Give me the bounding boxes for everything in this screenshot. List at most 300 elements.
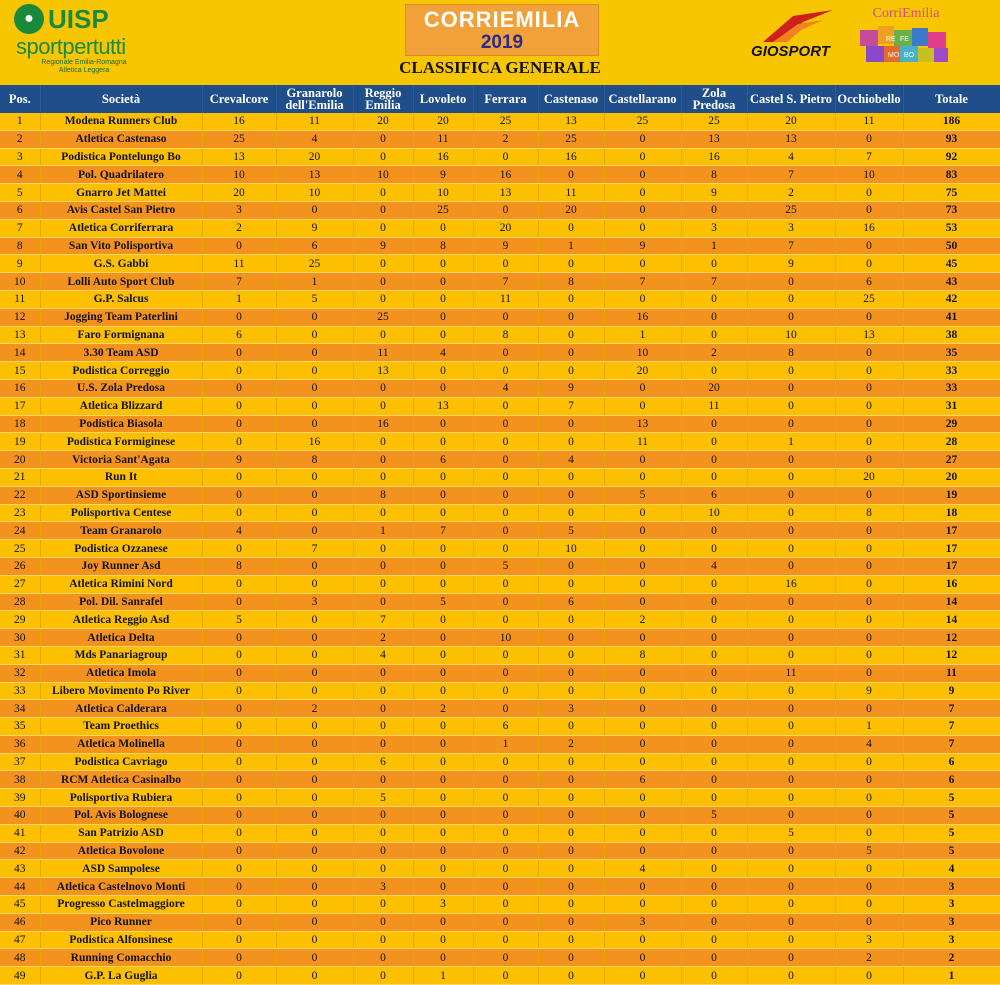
- cell-occhiobello: 0: [835, 362, 903, 380]
- cell-castenaso: 0: [538, 433, 604, 451]
- cell-totale: 28: [903, 433, 1000, 451]
- cell-totale: 35: [903, 344, 1000, 362]
- cell-reggio-emilia: 0: [353, 807, 413, 825]
- cell-lovoleto: 0: [413, 290, 473, 308]
- cell-societa: Joy Runner Asd: [40, 557, 202, 575]
- column-header-ferrara: Ferrara: [473, 85, 538, 113]
- cell-castellarano: 7: [604, 273, 681, 291]
- cell-totale: 31: [903, 397, 1000, 415]
- cell-lovoleto: 0: [413, 878, 473, 896]
- cell-ferrara: 0: [473, 468, 538, 486]
- cell-occhiobello: 1: [835, 718, 903, 736]
- cell-zola-predosa: 10: [681, 504, 747, 522]
- cell-crevalcore: 0: [202, 433, 276, 451]
- cell-reggio-emilia: 6: [353, 753, 413, 771]
- cell-pos: 11: [0, 290, 40, 308]
- cell-castenaso: 0: [538, 219, 604, 237]
- cell-castenaso: 0: [538, 166, 604, 184]
- cell-castellarano: 0: [604, 949, 681, 967]
- cell-societa: Podistica Correggio: [40, 362, 202, 380]
- cell-ferrara: 0: [473, 540, 538, 558]
- cell-lovoleto: 0: [413, 255, 473, 273]
- cell-pos: 28: [0, 593, 40, 611]
- cell-ferrara: 0: [473, 575, 538, 593]
- cell-zola-predosa: 0: [681, 255, 747, 273]
- table-row: [0, 824, 1000, 842]
- cell-castel-s-pietro: 0: [747, 451, 835, 469]
- column-header-lovoleto: Lovoleto: [413, 85, 473, 113]
- cell-castenaso: 9: [538, 379, 604, 397]
- cell-pos: 39: [0, 789, 40, 807]
- table-row: [0, 878, 1000, 896]
- cell-granarolo: 0: [276, 379, 353, 397]
- cell-castel-s-pietro: 0: [747, 362, 835, 380]
- cell-occhiobello: 0: [835, 807, 903, 825]
- cell-castellarano: 0: [604, 504, 681, 522]
- cell-occhiobello: 4: [835, 735, 903, 753]
- cell-zola-predosa: 9: [681, 184, 747, 202]
- cell-societa: Atletica Calderara: [40, 700, 202, 718]
- cell-reggio-emilia: 0: [353, 219, 413, 237]
- cell-crevalcore: 0: [202, 308, 276, 326]
- cell-occhiobello: 11: [835, 113, 903, 130]
- table-row: [0, 451, 1000, 469]
- cell-lovoleto: 5: [413, 593, 473, 611]
- cell-occhiobello: 0: [835, 522, 903, 540]
- cell-lovoleto: 25: [413, 201, 473, 219]
- cell-ferrara: 0: [473, 842, 538, 860]
- cell-lovoleto: 0: [413, 789, 473, 807]
- region-squares-icon: [860, 26, 952, 64]
- table-row: [0, 540, 1000, 558]
- cell-occhiobello: 0: [835, 344, 903, 362]
- cell-castellarano: 0: [604, 557, 681, 575]
- cell-crevalcore: 0: [202, 700, 276, 718]
- cell-crevalcore: 0: [202, 379, 276, 397]
- cell-castenaso: 6: [538, 593, 604, 611]
- table-row: [0, 593, 1000, 611]
- cell-pos: 6: [0, 201, 40, 219]
- cell-pos: 49: [0, 967, 40, 985]
- cell-granarolo: 0: [276, 522, 353, 540]
- cell-totale: 7: [903, 735, 1000, 753]
- cell-granarolo: 0: [276, 824, 353, 842]
- cell-zola-predosa: 0: [681, 308, 747, 326]
- table-row: [0, 397, 1000, 415]
- cell-societa: ASD Sportinsieme: [40, 486, 202, 504]
- cell-occhiobello: 0: [835, 913, 903, 931]
- cell-castellarano: 0: [604, 700, 681, 718]
- cell-castellarano: 0: [604, 753, 681, 771]
- uisp-emblem-icon: ●: [14, 4, 44, 34]
- cell-lovoleto: 0: [413, 824, 473, 842]
- cell-totale: 11: [903, 664, 1000, 682]
- table-row: [0, 326, 1000, 344]
- cell-zola-predosa: 0: [681, 522, 747, 540]
- cell-castel-s-pietro: 0: [747, 949, 835, 967]
- cell-granarolo: 0: [276, 397, 353, 415]
- table-row: [0, 949, 1000, 967]
- table-row: [0, 344, 1000, 362]
- cell-castel-s-pietro: 0: [747, 700, 835, 718]
- cell-ferrara: 4: [473, 379, 538, 397]
- cell-pos: 22: [0, 486, 40, 504]
- cell-zola-predosa: 13: [681, 130, 747, 148]
- cell-zola-predosa: 0: [681, 860, 747, 878]
- cell-zola-predosa: 0: [681, 913, 747, 931]
- cell-ferrara: 7: [473, 273, 538, 291]
- cell-castellarano: 6: [604, 771, 681, 789]
- cell-reggio-emilia: 0: [353, 842, 413, 860]
- cell-occhiobello: 6: [835, 273, 903, 291]
- cell-pos: 32: [0, 664, 40, 682]
- cell-crevalcore: 7: [202, 273, 276, 291]
- cell-castellarano: 0: [604, 842, 681, 860]
- cell-ferrara: 0: [473, 344, 538, 362]
- cell-zola-predosa: 0: [681, 326, 747, 344]
- table-row: [0, 308, 1000, 326]
- cell-reggio-emilia: 0: [353, 290, 413, 308]
- cell-castellarano: 1: [604, 326, 681, 344]
- cell-castel-s-pietro: 0: [747, 540, 835, 558]
- cell-zola-predosa: 7: [681, 273, 747, 291]
- table-row: [0, 290, 1000, 308]
- cell-castel-s-pietro: 5: [747, 824, 835, 842]
- cell-zola-predosa: 0: [681, 949, 747, 967]
- cell-occhiobello: 9: [835, 682, 903, 700]
- uisp-tagline: sportpertutti: [16, 34, 126, 59]
- cell-castenaso: 0: [538, 789, 604, 807]
- cell-pos: 33: [0, 682, 40, 700]
- cell-granarolo: 0: [276, 878, 353, 896]
- cell-occhiobello: 0: [835, 664, 903, 682]
- cell-crevalcore: 0: [202, 807, 276, 825]
- uisp-section: Atletica Leggera: [58, 67, 110, 74]
- cell-castenaso: 0: [538, 718, 604, 736]
- cell-castenaso: 3: [538, 700, 604, 718]
- cell-ferrara: 16: [473, 166, 538, 184]
- cell-reggio-emilia: 10: [353, 166, 413, 184]
- cell-societa: Run It: [40, 468, 202, 486]
- cell-zola-predosa: 0: [681, 718, 747, 736]
- cell-castellarano: 13: [604, 415, 681, 433]
- table-row: [0, 148, 1000, 166]
- cell-totale: 1: [903, 967, 1000, 985]
- cell-ferrara: 0: [473, 451, 538, 469]
- cell-zola-predosa: 0: [681, 753, 747, 771]
- cell-societa: Pol. Dil. Sanrafel: [40, 593, 202, 611]
- cell-societa: Pol. Avis Bolognese: [40, 807, 202, 825]
- table-row: [0, 664, 1000, 682]
- cell-lovoleto: 0: [413, 753, 473, 771]
- column-header-societa: Società: [40, 85, 202, 113]
- cell-reggio-emilia: 2: [353, 629, 413, 647]
- cell-castellarano: 0: [604, 682, 681, 700]
- cell-occhiobello: 8: [835, 504, 903, 522]
- cell-castenaso: 25: [538, 130, 604, 148]
- cell-zola-predosa: 0: [681, 362, 747, 380]
- cell-reggio-emilia: 5: [353, 789, 413, 807]
- cell-societa: Pico Runner: [40, 913, 202, 931]
- cell-pos: 46: [0, 913, 40, 931]
- cell-crevalcore: 0: [202, 771, 276, 789]
- table-row: [0, 415, 1000, 433]
- cell-reggio-emilia: 0: [353, 735, 413, 753]
- cell-castenaso: 0: [538, 931, 604, 949]
- cell-granarolo: 4: [276, 130, 353, 148]
- table-row: [0, 362, 1000, 380]
- cell-granarolo: 0: [276, 201, 353, 219]
- cell-zola-predosa: 0: [681, 931, 747, 949]
- cell-granarolo: 1: [276, 273, 353, 291]
- cell-occhiobello: 0: [835, 646, 903, 664]
- cell-castellarano: 0: [604, 878, 681, 896]
- cell-castenaso: 13: [538, 113, 604, 130]
- cell-granarolo: 9: [276, 219, 353, 237]
- cell-totale: 17: [903, 522, 1000, 540]
- cell-societa: Avis Castel San Pietro: [40, 201, 202, 219]
- cell-castellarano: 0: [604, 735, 681, 753]
- cell-granarolo: 0: [276, 735, 353, 753]
- cell-granarolo: 20: [276, 148, 353, 166]
- cell-castellarano: 11: [604, 433, 681, 451]
- cell-pos: 5: [0, 184, 40, 202]
- cell-castellarano: 0: [604, 789, 681, 807]
- cell-zola-predosa: 0: [681, 451, 747, 469]
- cell-reggio-emilia: 0: [353, 718, 413, 736]
- cell-societa: G.P. La Guglia: [40, 967, 202, 985]
- cell-zola-predosa: 25: [681, 113, 747, 130]
- cell-societa: San Patrizio ASD: [40, 824, 202, 842]
- table-row: [0, 913, 1000, 931]
- cell-crevalcore: 0: [202, 593, 276, 611]
- table-row: [0, 789, 1000, 807]
- cell-occhiobello: 0: [835, 629, 903, 647]
- cell-granarolo: 2: [276, 700, 353, 718]
- cell-crevalcore: 0: [202, 949, 276, 967]
- cell-ferrara: 6: [473, 718, 538, 736]
- cell-lovoleto: 0: [413, 308, 473, 326]
- cell-pos: 41: [0, 824, 40, 842]
- cell-occhiobello: 2: [835, 949, 903, 967]
- cell-pos: 9: [0, 255, 40, 273]
- cell-granarolo: 0: [276, 771, 353, 789]
- cell-crevalcore: 0: [202, 682, 276, 700]
- cell-castel-s-pietro: 0: [747, 735, 835, 753]
- cell-pos: 3: [0, 148, 40, 166]
- cell-lovoleto: 0: [413, 557, 473, 575]
- cell-totale: 5: [903, 807, 1000, 825]
- cell-castel-s-pietro: 2: [747, 184, 835, 202]
- cell-castellarano: 8: [604, 646, 681, 664]
- cell-reggio-emilia: 0: [353, 326, 413, 344]
- cell-totale: 3: [903, 896, 1000, 914]
- cell-ferrara: 0: [473, 504, 538, 522]
- cell-ferrara: 0: [473, 753, 538, 771]
- cell-castellarano: 0: [604, 290, 681, 308]
- cell-occhiobello: 0: [835, 379, 903, 397]
- cell-castel-s-pietro: 0: [747, 629, 835, 647]
- cell-crevalcore: 10: [202, 166, 276, 184]
- table-row: [0, 166, 1000, 184]
- cell-totale: 83: [903, 166, 1000, 184]
- cell-lovoleto: 4: [413, 344, 473, 362]
- table-row: [0, 201, 1000, 219]
- cell-zola-predosa: 0: [681, 646, 747, 664]
- cell-reggio-emilia: 13: [353, 362, 413, 380]
- cell-totale: 50: [903, 237, 1000, 255]
- cell-occhiobello: 13: [835, 326, 903, 344]
- cell-crevalcore: 0: [202, 646, 276, 664]
- cell-crevalcore: 2: [202, 219, 276, 237]
- cell-castenaso: 16: [538, 148, 604, 166]
- cell-castenaso: 0: [538, 415, 604, 433]
- cell-castenaso: 0: [538, 807, 604, 825]
- cell-lovoleto: 16: [413, 148, 473, 166]
- cell-castenaso: 5: [538, 522, 604, 540]
- cell-castel-s-pietro: 0: [747, 290, 835, 308]
- cell-ferrara: 11: [473, 290, 538, 308]
- cell-reggio-emilia: 7: [353, 611, 413, 629]
- cell-lovoleto: 6: [413, 451, 473, 469]
- cell-castel-s-pietro: 0: [747, 931, 835, 949]
- cell-lovoleto: 0: [413, 646, 473, 664]
- cell-granarolo: 0: [276, 718, 353, 736]
- cell-lovoleto: 0: [413, 842, 473, 860]
- cell-lovoleto: 0: [413, 629, 473, 647]
- cell-ferrara: 8: [473, 326, 538, 344]
- cell-castellarano: 0: [604, 468, 681, 486]
- cell-crevalcore: 5: [202, 611, 276, 629]
- cell-ferrara: 0: [473, 201, 538, 219]
- cell-ferrara: 0: [473, 878, 538, 896]
- cell-ferrara: 0: [473, 913, 538, 931]
- cell-granarolo: 0: [276, 931, 353, 949]
- cell-castenaso: 11: [538, 184, 604, 202]
- cell-lovoleto: 0: [413, 273, 473, 291]
- cell-crevalcore: 1: [202, 290, 276, 308]
- cell-crevalcore: 0: [202, 878, 276, 896]
- cell-totale: 6: [903, 753, 1000, 771]
- cell-crevalcore: 0: [202, 789, 276, 807]
- cell-lovoleto: 0: [413, 486, 473, 504]
- cell-reggio-emilia: 0: [353, 451, 413, 469]
- cell-castellarano: 0: [604, 824, 681, 842]
- cell-societa: 3.30 Team ASD: [40, 344, 202, 362]
- column-header-occhiobello: Occhiobello: [835, 85, 903, 113]
- cell-reggio-emilia: 8: [353, 486, 413, 504]
- cell-societa: Atletica Reggio Asd: [40, 611, 202, 629]
- cell-societa: Atletica Bovolone: [40, 842, 202, 860]
- table-row: [0, 219, 1000, 237]
- cell-totale: 12: [903, 646, 1000, 664]
- cell-zola-predosa: 16: [681, 148, 747, 166]
- cell-pos: 13: [0, 326, 40, 344]
- cell-reggio-emilia: 0: [353, 700, 413, 718]
- cell-pos: 14: [0, 344, 40, 362]
- cell-granarolo: 0: [276, 860, 353, 878]
- cell-ferrara: 1: [473, 735, 538, 753]
- cell-zola-predosa: 0: [681, 415, 747, 433]
- cell-granarolo: 0: [276, 557, 353, 575]
- cell-crevalcore: 0: [202, 860, 276, 878]
- cell-zola-predosa: 6: [681, 486, 747, 504]
- cell-castenaso: 0: [538, 575, 604, 593]
- cell-zola-predosa: 0: [681, 967, 747, 985]
- cell-ferrara: 0: [473, 700, 538, 718]
- cell-castellarano: 0: [604, 184, 681, 202]
- cell-ferrara: 0: [473, 967, 538, 985]
- cell-ferrara: 0: [473, 807, 538, 825]
- cell-occhiobello: 0: [835, 824, 903, 842]
- cell-occhiobello: 0: [835, 201, 903, 219]
- cell-reggio-emilia: 0: [353, 824, 413, 842]
- column-header-totale: Totale: [903, 85, 1000, 113]
- cell-granarolo: 0: [276, 362, 353, 380]
- cell-granarolo: 0: [276, 415, 353, 433]
- column-header-castellarano: Castellarano: [604, 85, 681, 113]
- cell-crevalcore: 0: [202, 735, 276, 753]
- cell-societa: Gnarro Jet Mattei: [40, 184, 202, 202]
- cell-castel-s-pietro: 0: [747, 522, 835, 540]
- cell-reggio-emilia: 0: [353, 931, 413, 949]
- cell-pos: 30: [0, 629, 40, 647]
- cell-occhiobello: 0: [835, 878, 903, 896]
- cell-occhiobello: 3: [835, 931, 903, 949]
- cell-zola-predosa: 0: [681, 896, 747, 914]
- cell-crevalcore: 0: [202, 504, 276, 522]
- cell-crevalcore: 0: [202, 664, 276, 682]
- cell-reggio-emilia: 0: [353, 913, 413, 931]
- cell-castellarano: 10: [604, 344, 681, 362]
- column-header-zola-predosa: Zola Predosa: [681, 85, 747, 113]
- cell-castenaso: 0: [538, 468, 604, 486]
- column-header-pos: Pos.: [0, 85, 40, 113]
- cell-societa: G.P. Salcus: [40, 290, 202, 308]
- cell-totale: 5: [903, 824, 1000, 842]
- giosport-logo: [743, 8, 838, 60]
- cell-crevalcore: 0: [202, 629, 276, 647]
- cell-zola-predosa: 0: [681, 735, 747, 753]
- cell-zola-predosa: 0: [681, 842, 747, 860]
- cell-granarolo: 6: [276, 237, 353, 255]
- cell-castellarano: 0: [604, 522, 681, 540]
- cell-castellarano: 0: [604, 967, 681, 985]
- cell-totale: 45: [903, 255, 1000, 273]
- table-row: [0, 522, 1000, 540]
- cell-occhiobello: 0: [835, 611, 903, 629]
- cell-societa: Atletica Rimini Nord: [40, 575, 202, 593]
- cell-occhiobello: 0: [835, 753, 903, 771]
- cell-castellarano: 0: [604, 451, 681, 469]
- cell-lovoleto: 0: [413, 718, 473, 736]
- cell-castel-s-pietro: 0: [747, 593, 835, 611]
- cell-lovoleto: 8: [413, 237, 473, 255]
- cell-lovoleto: 0: [413, 611, 473, 629]
- cell-castel-s-pietro: 9: [747, 255, 835, 273]
- cell-castenaso: 7: [538, 397, 604, 415]
- cell-castellarano: 0: [604, 219, 681, 237]
- cell-granarolo: 0: [276, 611, 353, 629]
- cell-societa: Atletica Castelnovo Monti: [40, 878, 202, 896]
- cell-castel-s-pietro: 7: [747, 237, 835, 255]
- cell-granarolo: 10: [276, 184, 353, 202]
- cell-lovoleto: 0: [413, 735, 473, 753]
- cell-crevalcore: 0: [202, 362, 276, 380]
- cell-crevalcore: 0: [202, 415, 276, 433]
- cell-granarolo: 0: [276, 629, 353, 647]
- event-year: 2019: [480, 32, 524, 53]
